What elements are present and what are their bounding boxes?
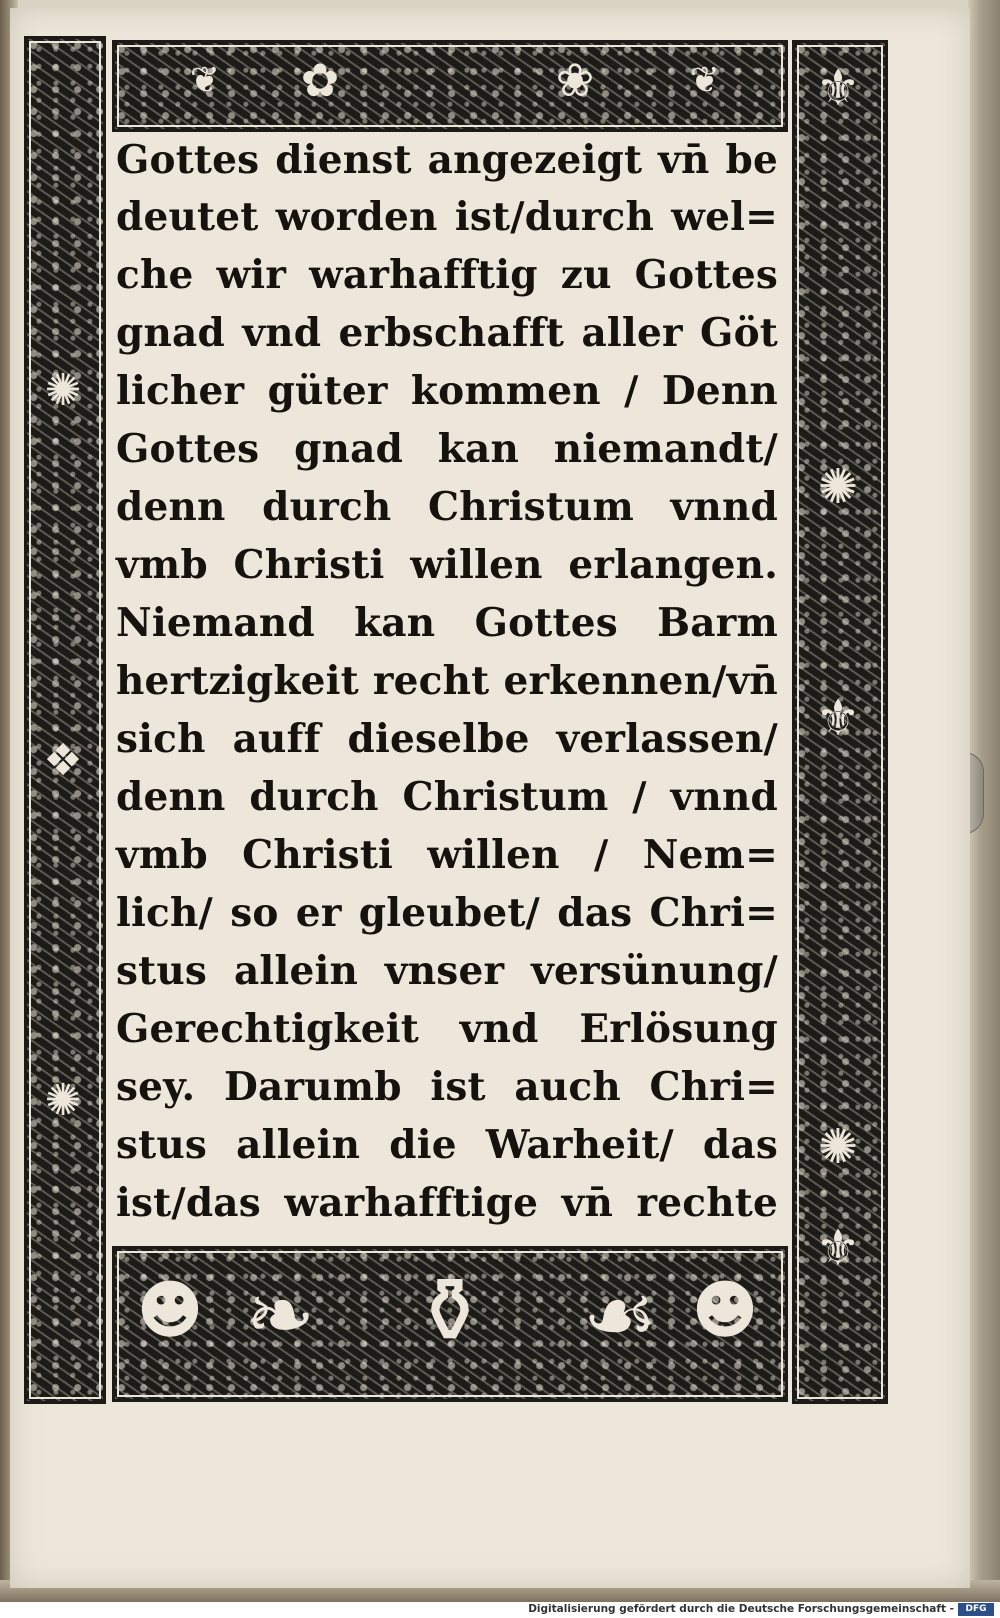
flower-ornament-icon: ✿ bbox=[300, 53, 340, 107]
text-line: gnad vnd erbschafft aller Göt bbox=[116, 310, 778, 356]
woodcut-border-top bbox=[112, 40, 788, 132]
text-line: Gerechtigkeit vnd Erlösung bbox=[116, 1006, 778, 1052]
text-line: denn durch Christum vnnd bbox=[116, 484, 778, 530]
woodcut-border-right bbox=[792, 40, 888, 1404]
text-line: sich auff dieselbe verlassen/ bbox=[116, 716, 778, 762]
rosette-ornament-icon: ✺ bbox=[817, 1119, 859, 1175]
text-line: vmb Christi willen erlangen. bbox=[116, 542, 778, 588]
text-line: lich/ so er gleubet/ das Chri= bbox=[116, 890, 778, 936]
text-line: che wir warhafftig zu Gottes bbox=[116, 252, 778, 298]
text-line: ist/das warhafftige vn̄ rechte bbox=[116, 1180, 778, 1226]
text-line: Gottes gnad kan niemandt/ bbox=[116, 426, 778, 472]
lily-ornament-icon: ⚜ bbox=[815, 59, 861, 117]
rosette-ornament-icon: ✺ bbox=[817, 459, 859, 515]
woodcut-border-left bbox=[24, 36, 106, 1404]
text-line: licher güter kommen / Denn bbox=[116, 368, 778, 414]
text-line: hertzigkeit recht erkennen/vn̄ bbox=[116, 658, 778, 704]
bow-ornament-icon: ❦ bbox=[689, 60, 721, 101]
text-line: Gottes dienst angezeigt vn̄ be bbox=[116, 137, 778, 183]
funding-credit: Digitalisierung gefördert durch die Deutsche Forschungsgemeinschaft - bbox=[528, 1603, 954, 1615]
text-line: vmb Christi willen / Nem= bbox=[116, 832, 778, 878]
text-line: Niemand kan Gottes Barm bbox=[116, 600, 778, 646]
page-text bbox=[112, 132, 782, 1238]
text-line: denn durch Christum / vnnd bbox=[116, 774, 778, 820]
woodcut-border-bottom bbox=[112, 1246, 788, 1402]
vase-ornament-icon: ⚱ bbox=[412, 1259, 488, 1364]
lily-ornament-icon: ⚜ bbox=[815, 1219, 861, 1277]
face-ornament-icon: ☻ bbox=[136, 1274, 204, 1348]
text-line: deutet worden ist/durch wel= bbox=[116, 194, 778, 240]
scroll-ornament-icon: ☙ bbox=[582, 1266, 658, 1364]
rosette-ornament-icon: ✺ bbox=[44, 365, 82, 416]
text-line: sey. Darumb ist auch Chri= bbox=[116, 1064, 778, 1110]
bow-ornament-icon: ❦ bbox=[189, 60, 221, 101]
flower-ornament-icon: ❀ bbox=[555, 53, 595, 107]
lily-ornament-icon: ⚜ bbox=[815, 689, 861, 747]
scroll-ornament-icon: ❧ bbox=[244, 1266, 316, 1364]
text-line: stus allein die Warheit/ das bbox=[116, 1122, 778, 1168]
rosette-ornament-icon: ✺ bbox=[44, 1075, 82, 1126]
text-line: stus allein vnser versünung/ bbox=[116, 948, 778, 994]
column-ornament-icon: ❖ bbox=[43, 735, 83, 786]
dfg-logo: DFG bbox=[958, 1603, 994, 1616]
face-ornament-icon: ☻ bbox=[691, 1274, 759, 1348]
